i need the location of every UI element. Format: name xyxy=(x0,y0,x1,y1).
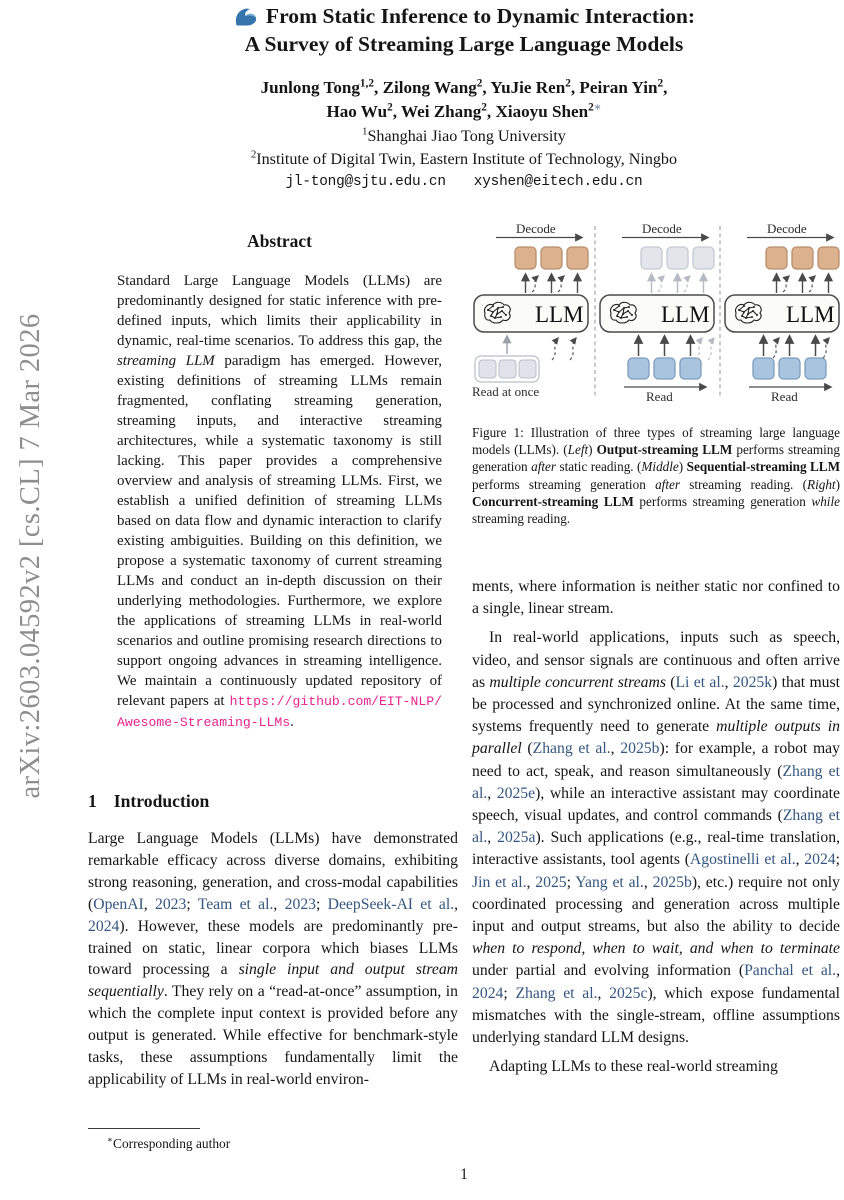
citation-link[interactable]: Zhang et al. xyxy=(472,762,840,802)
text-segment: single input and output stream sequentially xyxy=(88,961,458,1001)
text-segment: Peiran Yin xyxy=(579,78,658,97)
authors-line2 xyxy=(88,100,840,124)
text-segment: multiple outputs in parallel xyxy=(472,718,840,758)
citation-link[interactable]: Panchal et al. xyxy=(744,962,837,980)
text-segment: Corresponding author xyxy=(113,1136,231,1151)
svg-text:Decode: Decode xyxy=(767,221,807,236)
text-segment: Hao Wu xyxy=(326,102,388,121)
text-segment: while xyxy=(811,493,840,509)
citation-link[interactable]: Zhang et al. xyxy=(472,807,840,847)
citation-link[interactable]: 2025e xyxy=(496,784,536,802)
text-segment: , xyxy=(643,873,653,891)
svg-text:LLM: LLM xyxy=(661,302,710,327)
citation-link[interactable]: 2025b xyxy=(652,873,692,891)
text-segment: multiple concurrent streams xyxy=(489,673,666,691)
citation-link[interactable]: Zhang et al. xyxy=(532,740,611,758)
text-segment: Institute of Digital Twin, Eastern Institute of Technology, Ningbo xyxy=(256,151,678,168)
text-segment: , xyxy=(663,78,668,97)
text-segment: , xyxy=(143,895,155,913)
svg-text:Read: Read xyxy=(771,389,798,404)
text-segment: 2 xyxy=(588,101,594,114)
section-number: 1 xyxy=(88,791,97,811)
text-segment: streaming reading. ( xyxy=(679,476,808,492)
text-segment: ), etc.) require not only coordinated processing and generation across multiple input and output streams, but also the ability to decide xyxy=(472,873,841,936)
text-segment: , xyxy=(570,78,580,97)
text-segment: performs streaming generation xyxy=(472,476,656,492)
paragraph xyxy=(88,828,458,1091)
citation-link[interactable]: Zhang et al. xyxy=(515,984,598,1002)
text-segment: ∗ xyxy=(107,1134,114,1145)
text-segment: Junlong Tong xyxy=(260,78,360,97)
text-segment: Middle xyxy=(641,459,679,475)
text-segment: ). Such applications (e.g., real-time translation, interactive assistants, tool agents ( xyxy=(472,829,840,869)
authors-line1 xyxy=(88,76,840,100)
figure1-diagram xyxy=(472,220,842,404)
text-segment: 1,2 xyxy=(359,77,375,90)
citation-link[interactable]: 2024 xyxy=(88,917,120,935)
text-segment: Concurrent-streaming LLM xyxy=(472,493,634,509)
repository-url-link[interactable]: https://github.com/EIT-NLP/Awesome-Streaming-LLMs xyxy=(117,694,442,730)
text-segment: ; xyxy=(835,851,840,869)
text-segment: ments, where information is neither static nor confined to a single, linear stream. xyxy=(472,578,840,618)
text-segment: performs streaming generation xyxy=(633,493,812,509)
citation-link[interactable]: Li et al. xyxy=(675,673,725,691)
text-segment: . They rely on a “read-at-once” assumption, in which the complete input context is provided before any output is generated. While effective for benchmark-style tasks, these assumptions fundamentally limit the applicability of LLMs in real-world environ- xyxy=(88,983,458,1088)
citation-link[interactable]: 2023 xyxy=(284,895,316,913)
text-segment: Shanghai Jiao Tong University xyxy=(367,128,566,145)
citation-link[interactable]: 2025c xyxy=(609,984,648,1002)
text-segment: 2 xyxy=(657,77,664,90)
citation-link[interactable]: Jin et al. xyxy=(472,873,527,891)
text-segment: ) xyxy=(835,476,840,492)
text-segment: , xyxy=(392,102,401,121)
svg-text:Decode: Decode xyxy=(642,221,682,236)
citation-link[interactable]: 2025 xyxy=(535,873,567,891)
text-segment: , xyxy=(795,851,805,869)
paragraph xyxy=(472,576,840,620)
citation-link[interactable]: 2025b xyxy=(620,740,660,758)
text-segment: after xyxy=(531,459,557,475)
text-segment: , xyxy=(486,102,496,121)
citation-link[interactable]: 2025a xyxy=(497,829,536,847)
email-1: jl-tong@sjtu.edu.cn xyxy=(285,174,446,190)
text-segment: performs streaming generation xyxy=(472,442,840,475)
text-segment: , xyxy=(724,673,733,691)
text-segment: Adapting LLMs to these real-world streaming xyxy=(489,1058,778,1076)
text-segment: 2 xyxy=(481,101,487,114)
text-segment: ; xyxy=(503,984,516,1002)
text-segment: , xyxy=(610,740,621,758)
figure1-caption xyxy=(472,424,840,527)
page-number: 1 xyxy=(460,1166,468,1183)
citation-link[interactable]: Team et al. xyxy=(197,895,274,913)
text-segment: under partial and evolving information ( xyxy=(472,962,745,980)
text-segment: paradigm has emerged. However, existing definitions of streaming LLMs remain fragmented, conflating streaming generation, streaming inputs, and interactive streaming architectures, while a systematic taxonomy is still lacking. This paper provides a comprehensive overview and analysis of streaming LLMs. First, we establish a unified definition of streaming LLMs based on data flow and dynamic interaction to clarify existing ambiguities. Building on this definition, we propose a systematic taxonomy of current streaming LLMs and conduct an in-depth discussion on their underlying methodologies. Furthermore, we explore the applications of streaming LLMs in real-world scenarios and outline promising research directions to support ongoing advances in streaming intelligence. We maintain a continuously updated repository of relevant papers at xyxy=(117,353,442,709)
text-segment: YuJie Ren xyxy=(490,78,566,97)
text-segment: static reading. ( xyxy=(556,459,642,475)
text-segment: 2 xyxy=(387,101,393,114)
svg-text:Decode: Decode xyxy=(516,221,556,236)
text-segment: ), while an interactive assistant may coordinate speech, visual updates, and control commands ( xyxy=(472,784,840,825)
citation-link[interactable]: 2024 xyxy=(472,984,504,1002)
text-segment: ). However, these models are predominantly pre-trained on static, linear corpora which biases LLMs toward processing a xyxy=(88,917,458,979)
text-segment: . xyxy=(290,714,294,730)
citation-link[interactable]: OpenAI xyxy=(93,895,144,913)
citation-link[interactable]: 2025k xyxy=(732,673,773,691)
text-segment: Figure 1: Illustration of three types of streaming large language models (LLMs). ( xyxy=(472,425,840,458)
text-segment: ): for example, a robot may need to act, speak, and reason simultaneously ( xyxy=(472,740,840,780)
text-segment: Left xyxy=(567,442,589,458)
arxiv-banner: arXiv:2603.04592v2 [cs.CL] 7 Mar 2026 xyxy=(15,313,46,799)
text-segment: Output-streaming LLM xyxy=(596,442,733,458)
text-segment: when to respond, when to wait, and when to terminate xyxy=(472,940,840,958)
paragraph xyxy=(472,627,840,1049)
svg-text:LLM: LLM xyxy=(786,302,835,327)
text-segment: after xyxy=(655,476,680,492)
text-segment: , xyxy=(454,895,459,913)
text-segment: Right xyxy=(807,476,836,492)
affiliation-1 xyxy=(88,126,840,148)
section-title: Introduction xyxy=(113,791,210,811)
text-segment: , xyxy=(273,895,285,913)
author-emails xyxy=(88,174,840,190)
text-segment: Sequential-streaming LLM xyxy=(686,459,841,475)
footnote-corresponding-author xyxy=(88,1136,458,1152)
text-segment: streaming reading. xyxy=(472,511,571,527)
citation-link[interactable]: 2024 xyxy=(804,851,836,869)
citation-link[interactable]: DeepSeek-AI et al. xyxy=(327,895,455,913)
abstract-heading: Abstract xyxy=(247,231,312,251)
text-segment: , xyxy=(526,873,536,891)
text-segment: 2 xyxy=(250,149,257,161)
text-segment: streaming LLM xyxy=(117,353,215,369)
text-segment: , xyxy=(836,962,841,980)
text-segment: , xyxy=(487,829,498,847)
paragraph xyxy=(472,1056,840,1078)
svg-text:Read: Read xyxy=(646,389,673,404)
text-segment: 1 xyxy=(362,126,368,138)
text-segment: 2 xyxy=(565,77,571,90)
email-2: xyshen@eitech.edu.cn xyxy=(473,174,643,190)
section-heading-introduction xyxy=(88,791,458,812)
citation-link[interactable]: 2023 xyxy=(154,895,187,913)
text-segment: ∗ xyxy=(593,101,602,114)
citation-link[interactable]: Agostinelli et al. xyxy=(689,851,796,869)
svg-text:Read at once: Read at once xyxy=(472,384,540,399)
affiliation-2 xyxy=(88,149,840,171)
text-segment: ; xyxy=(186,895,198,913)
text-segment: , xyxy=(374,78,383,97)
right-column-body xyxy=(472,576,840,1078)
text-segment: ; xyxy=(316,895,328,913)
text-segment: , xyxy=(487,784,497,802)
text-segment: ( xyxy=(665,673,676,691)
abstract-body xyxy=(117,271,442,733)
footnote-rule xyxy=(88,1128,200,1129)
paragraph xyxy=(117,271,442,733)
text-segment: 2 xyxy=(476,77,483,90)
text-segment: ( xyxy=(521,740,533,758)
text-segment: ), which expose fundamental mismatches with the single-stream, offline assumptions underlying standard LLM designs. xyxy=(472,984,841,1047)
text-segment: Xiaoyu Shen xyxy=(495,102,589,121)
text-segment: Wei Zhang xyxy=(401,102,482,121)
text-segment: Standard Large Language Models (LLMs) are predominantly designed for static inference with pre-defined inputs, which limits their applicability in dynamic, real-time scenarios. To address this gap, the xyxy=(117,273,442,349)
text-segment: Large Language Models (LLMs) have demonstrated remarkable efficacy across diverse domains, exhibiting strong reasoning, generation, and cross-modal capabilities ( xyxy=(88,830,458,913)
text-segment: , xyxy=(482,78,491,97)
text-segment: , xyxy=(597,984,610,1002)
svg-text:LLM: LLM xyxy=(535,302,584,327)
text-segment: ) that must be processed and synchronized online. At the same time, systems frequently need to generate xyxy=(472,673,840,736)
introduction-body xyxy=(88,828,458,1091)
text-segment: ) xyxy=(678,459,687,475)
paper-title-line1: From Static Inference to Dynamic Interaction: xyxy=(88,3,840,34)
wave-emoji-icon xyxy=(233,5,259,34)
citation-link[interactable]: Yang et al. xyxy=(575,873,644,891)
text-segment: Zilong Wang xyxy=(382,78,477,97)
text-segment: ) xyxy=(588,442,597,458)
text-segment: In real-world applications, inputs such as speech, video, and sensor signals are continuous and often arrive as xyxy=(472,629,840,691)
text-segment: ; xyxy=(566,873,576,891)
paper-title-line2: A Survey of Streaming Large Language Models xyxy=(244,32,684,56)
